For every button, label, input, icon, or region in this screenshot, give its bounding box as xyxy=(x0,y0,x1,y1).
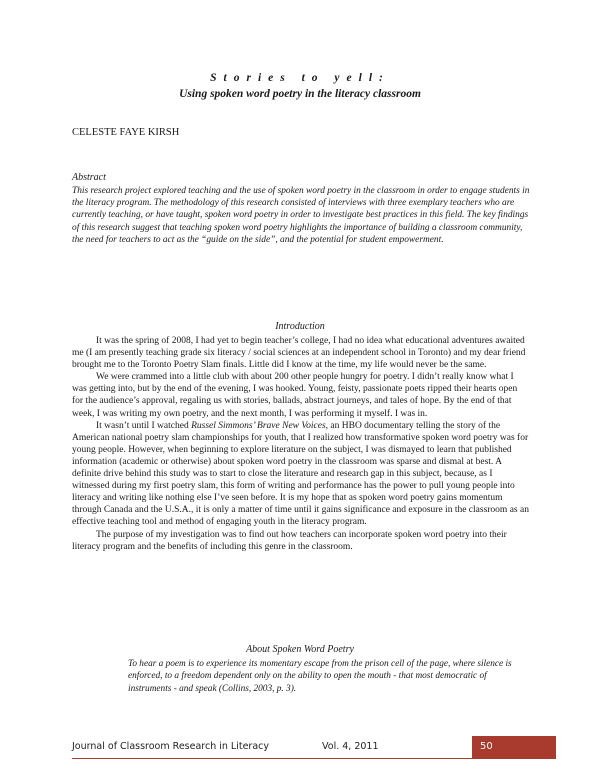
footer-journal-name: Journal of Classroom Research in Literacy xyxy=(72,741,269,752)
about-heading: About Spoken Word Poetry xyxy=(246,644,354,655)
abstract-label: Abstract xyxy=(72,172,106,183)
intro-paragraph-3-rest: , an HBO documentary telling the story of the American national poetry slam championships for youth, that I realized how transformative spoken word poetry was for young people. However, when beginning to explore literature on the subject, I was dismayed to learn that published information (academic or otherwise) about spoken word poetry in the classroom was sparse and dismal at best. A definite drive behind this study was to start to close the literature and research gap in this subject, because, as I witnessed during my first poetry slam, this form of writing and performance has the power to pull young people into literacy and writing like nothing else I’ve seen before. It is my hope that as spoken word poetry gains momentum through Canada and the U.S.A., it is only a matter of time until it gains significance and exposure in the classroom as an effective teaching tool and method of engaging youth in the literacy program. xyxy=(72,420,529,528)
block-quote: To hear a poem is to experience its momentary escape from the prison cell of the page, where silence is enforced, to a freedom dependent only on the ability to open the mouth - that most democratic of instruments - and speak (Collins, 2003, p. 3). xyxy=(128,659,512,694)
introduction-heading: Introduction xyxy=(275,321,325,332)
footer-page-number: 50 xyxy=(472,736,556,758)
article-title-line2: Using spoken word poetry in the literacy classroom xyxy=(179,88,421,100)
intro-paragraph-2: We were crammed into a little club with about 200 other people hungry for poetry. I didn’t really know what I was getting into, but by the end of the evening, I was hooked. Young, feisty, passionate poets ripped their hearts open for the audience’s approval, regaling us with stories, ballads, abstract journeys, and tales of hope. By the end of that week, I was writing my own poetry, and the next month, I was performing it myself. I was in. xyxy=(72,372,518,419)
intro-paragraph-3 xyxy=(72,420,530,529)
footer-divider xyxy=(72,758,556,759)
abstract-text: This research project explored teaching and the use of spoken word poetry in the classroom in order to engage students in the literacy program. The methodology of this research consisted of interviews with three exemplary teachers who are currently teaching, or have taught, spoken word poetry in order to investigate best practices in this field. The key findings of this research suggest that teaching spoken word poetry highlights the importance of building a classroom community, the need for teachers to act as the “guide on the side”, and the potential for student empowerment. xyxy=(72,186,530,245)
intro-paragraph-4: The purpose of my investigation was to find out how teachers can incorporate spoken word poetry into their literacy program and the benefits of including this genre in the classroom. xyxy=(72,529,507,552)
introduction-body xyxy=(72,335,530,553)
documentary-title: Russel Simmons’ Brave New Voices xyxy=(191,420,326,431)
footer-volume: Vol. 4, 2011 xyxy=(322,741,379,752)
intro-paragraph-3-start: It wasn’t until I watched xyxy=(96,420,192,431)
author-name: CELESTE FAYE KIRSH xyxy=(72,127,180,138)
page-footer xyxy=(72,736,556,760)
article-title-line1: Stories to yell: xyxy=(210,72,390,84)
intro-paragraph-1: It was the spring of 2008, I had yet to begin teacher’s college, I had no idea what educational adventures awaited me (I am presently teaching grade six literacy / social sciences at an independent school in Toronto) and my dear friend brought me to the Toronto Poetry Slam finals. Little did I know at the time, my life would never be the same. xyxy=(72,336,526,371)
